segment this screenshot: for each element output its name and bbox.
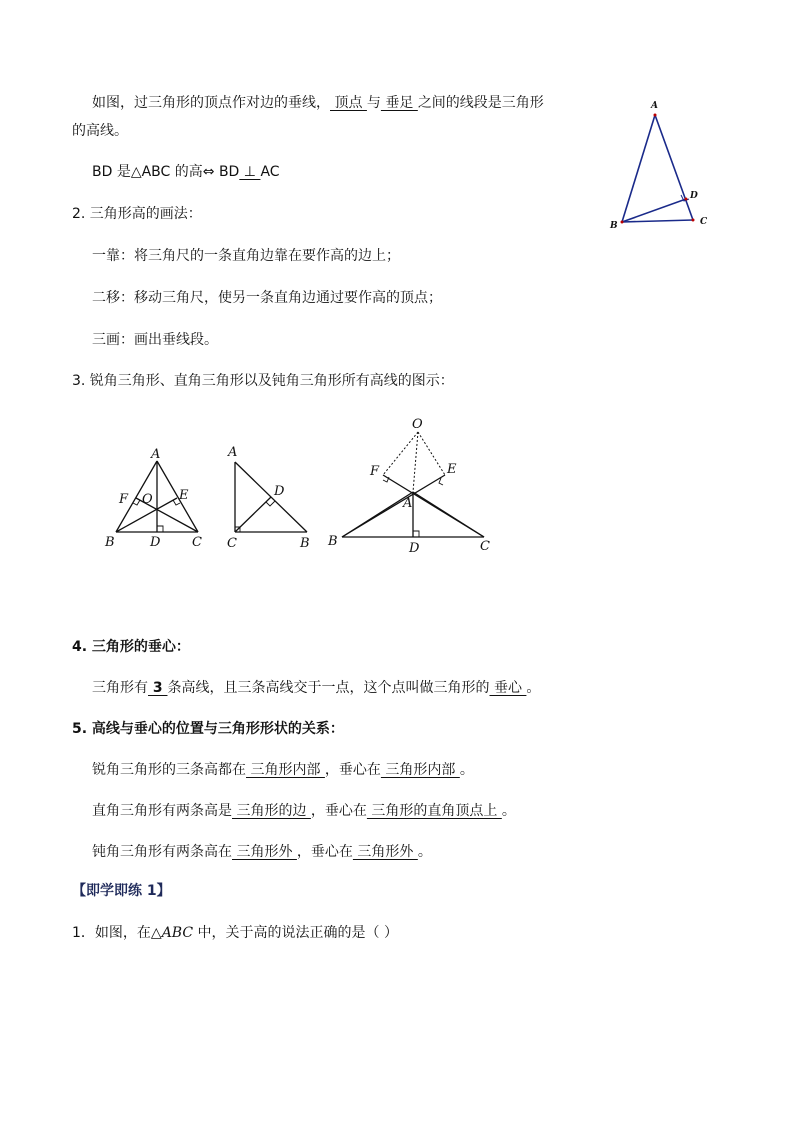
question-1-suffix: 中，关于高的说法正确的是（ ） [193, 925, 398, 941]
acute-blank-2: 三角形内部 [380, 762, 460, 778]
acute-label-c: C [192, 535, 202, 550]
definition-line-2: 的高线。 [72, 123, 128, 139]
blank-vertex: 顶点 [330, 95, 367, 111]
notation-suffix: AC [260, 164, 280, 180]
obtuse-text-mid: ，垂心在 [296, 844, 353, 860]
vertex-dots [621, 114, 695, 224]
obtuse-label-f: F [370, 464, 380, 479]
right-text-end: 。 [501, 803, 516, 819]
obtuse-blank-2: 三角形外 [352, 844, 418, 860]
right-text-mid: ，垂心在 [310, 803, 367, 819]
acute-text: 锐角三角形的三条高都在 [92, 762, 246, 778]
acute-text-mid: ，垂心在 [324, 762, 381, 778]
section4-body [92, 678, 540, 698]
right-triangle [235, 462, 307, 532]
obtuse-dotted-extensions [383, 432, 445, 492]
section2-title: 2. 三角形高的画法： [72, 206, 202, 222]
triangle-abc-top [622, 115, 693, 222]
section5-obtuse [92, 842, 432, 862]
definition-text: 如图，过三角形的顶点作对边的垂线， [92, 95, 330, 111]
section3-title: 3. 锐角三角形、直角三角形以及钝角三角形所有高线的图示： [72, 373, 454, 389]
right-label-d: D [274, 484, 285, 499]
acute-label-d: D [150, 535, 161, 550]
obtuse-text-end: 。 [417, 844, 432, 860]
obtuse-text: 钝角三角形有两条高在 [92, 844, 232, 860]
acute-blank-1: 三角形内部 [246, 762, 325, 778]
obtuse-label-b: B [328, 534, 338, 549]
section2-step1: 一靠：将三角尺的一条直角边靠在要作高的边上； [92, 248, 400, 264]
definition-line-1 [92, 93, 544, 113]
section5-right [92, 801, 516, 821]
label-c: C [700, 217, 708, 227]
question-1-prefix: 1．如图，在△ [72, 925, 162, 941]
section4-text-mid: 条高线，且三条高线交于一点，这个点叫做三角形的 [167, 680, 490, 696]
obtuse-blank-1: 三角形外 [232, 844, 297, 860]
obtuse-label-d: D [409, 541, 420, 556]
obtuse-label-a: A [403, 496, 413, 511]
acute-label-e: E [179, 488, 189, 503]
section5-title: 5. 高线与垂心的位置与三角形形状的关系： [72, 721, 344, 737]
definition-text-mid: 与 [366, 95, 381, 111]
right-label-a: A [228, 445, 238, 460]
acute-label-f: F [119, 492, 129, 507]
question-1-triangle: ABC [161, 925, 194, 941]
blank-foot: 垂足 [380, 95, 418, 111]
label-a: A [651, 101, 658, 111]
section2-step3: 三画：画出垂线段。 [92, 332, 218, 348]
notation-line [92, 162, 280, 182]
right-label-b: B [300, 536, 310, 551]
acute-text-end: 。 [459, 762, 474, 778]
section4-text: 三角形有 [92, 680, 148, 696]
section4-title: 4. 三角形的垂心： [72, 639, 190, 655]
practice-header: 【即学即练 1】 [72, 883, 171, 899]
label-d: D [690, 191, 698, 201]
obtuse-label-c: C [480, 539, 490, 554]
acute-label-a: A [151, 447, 161, 462]
figure-three-triangles [100, 410, 510, 560]
acute-label-o: O [142, 492, 153, 507]
right-label-c: C [227, 536, 237, 551]
section4-text-end: 。 [526, 680, 541, 696]
acute-label-b: B [105, 535, 115, 550]
section2-step2: 二移：移动三角尺，使另一条直角边通过要作高的顶点； [92, 290, 442, 306]
right-blank-1: 三角形的边 [232, 803, 311, 819]
blank-count: 3 [148, 680, 168, 696]
blank-orthocenter: 垂心 [489, 680, 527, 696]
section5-acute [92, 760, 474, 780]
blank-perpendicular: ⊥ [239, 164, 261, 180]
obtuse-label-o: O [412, 417, 423, 432]
right-blank-2: 三角形的直角顶点上 [366, 803, 502, 819]
definition-text-after: 之间的线段是三角形 [417, 95, 544, 111]
obtuse-triangle [342, 475, 484, 537]
notation-prefix: BD 是△ABC 的高⇔ BD [92, 164, 240, 180]
right-text: 直角三角形有两条高是 [92, 803, 232, 819]
label-b: B [610, 221, 618, 231]
figure-altitude-bd [605, 95, 720, 235]
obtuse-label-e: E [447, 462, 457, 477]
question-1 [72, 923, 398, 943]
